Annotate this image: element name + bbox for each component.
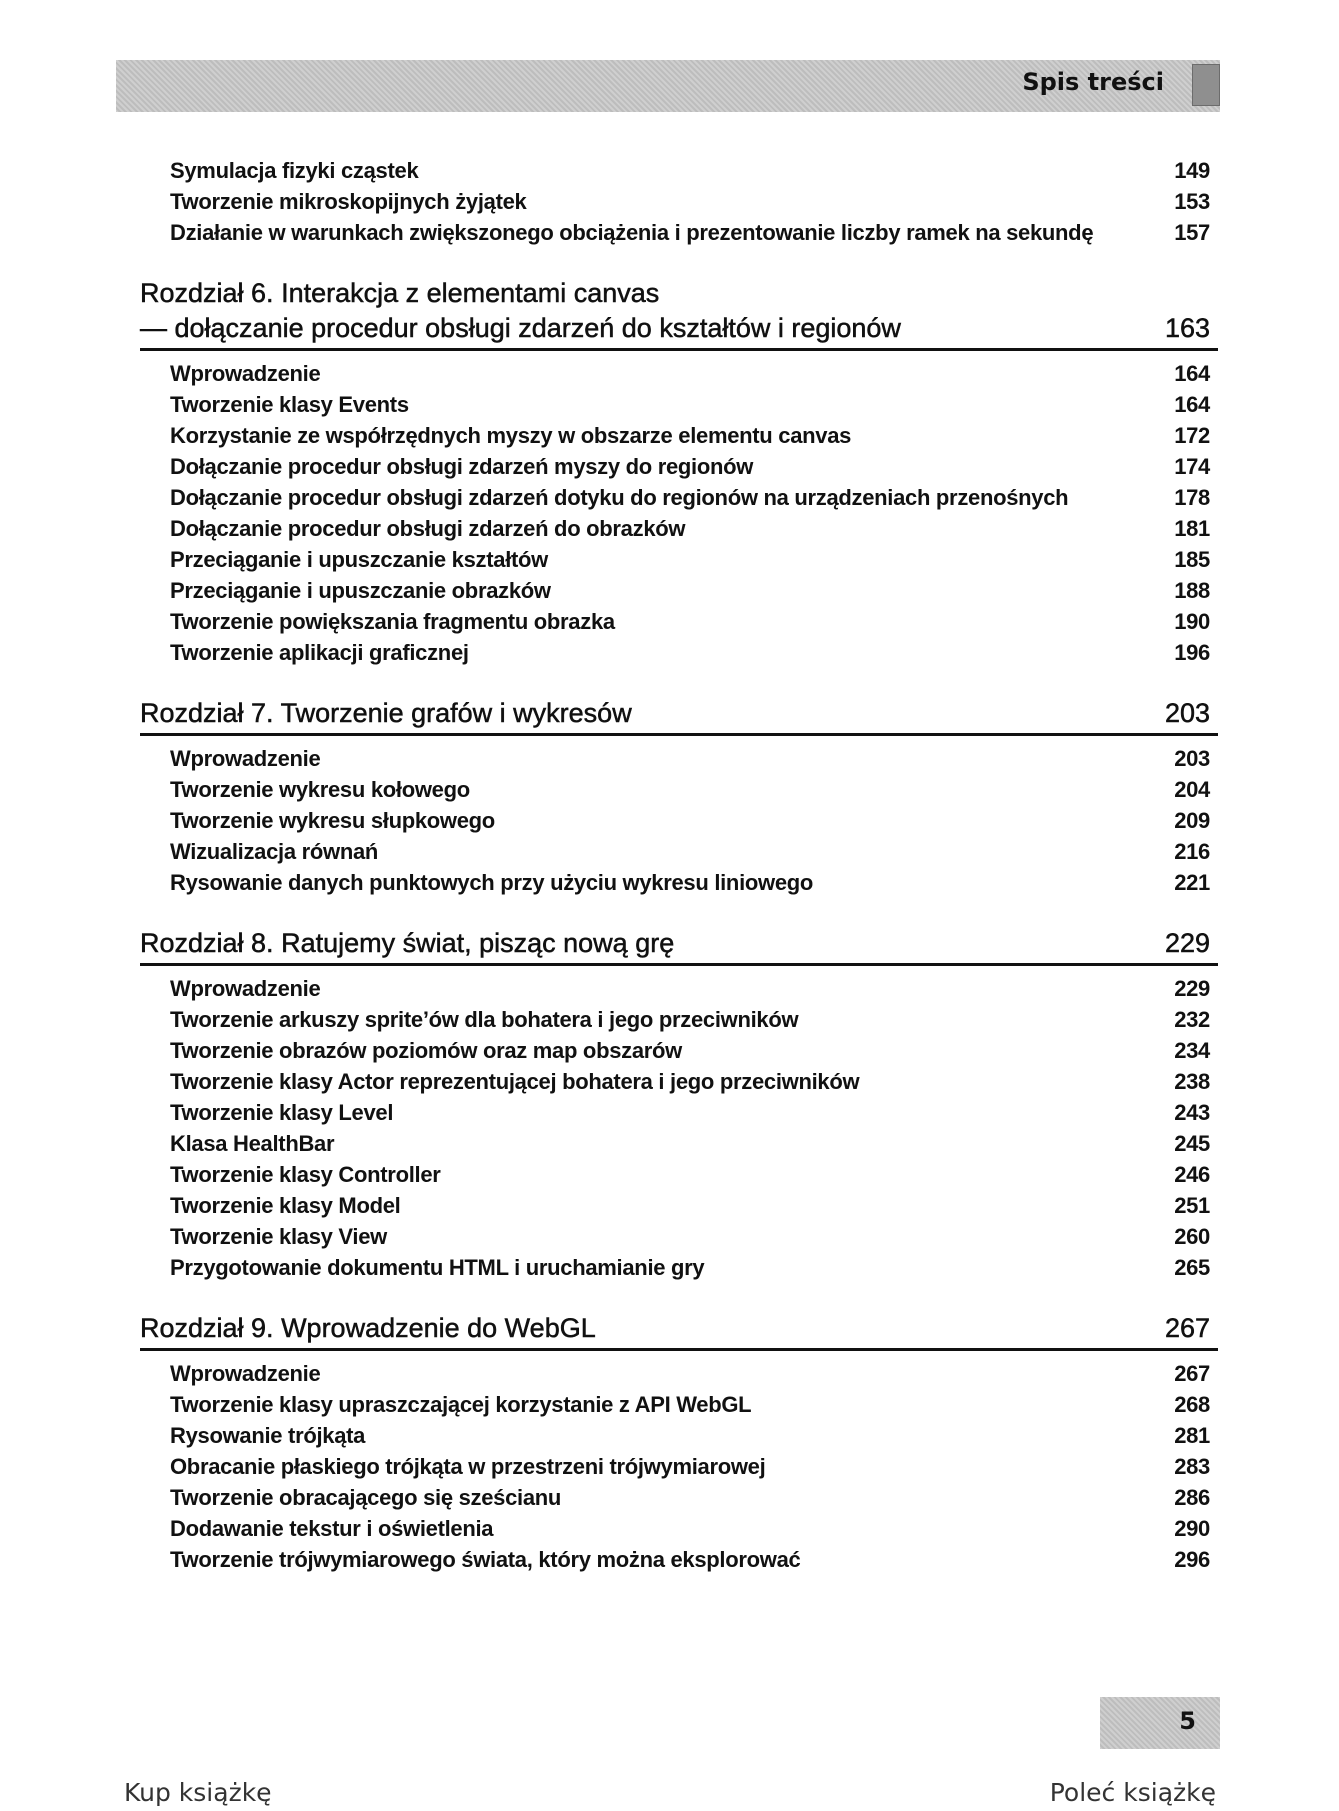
toc-entry-page: 267 <box>1174 1361 1210 1386</box>
toc-entry-page: 172 <box>1174 423 1210 448</box>
toc-entry[interactable] <box>140 870 1218 901</box>
toc-entry[interactable] <box>140 1224 1218 1255</box>
toc-entry[interactable] <box>140 1007 1218 1038</box>
chapter-heading[interactable] <box>140 278 1218 351</box>
chapter-heading[interactable] <box>140 698 1218 736</box>
toc-entry-title: Tworzenie klasy Level <box>170 1100 394 1125</box>
toc-entry[interactable] <box>140 640 1218 671</box>
toc-entry[interactable] <box>140 839 1218 870</box>
chapter-block <box>140 698 1218 901</box>
chapter-heading[interactable] <box>140 928 1218 966</box>
toc-entry-page: 178 <box>1174 485 1210 510</box>
toc-entry[interactable] <box>140 1423 1218 1454</box>
chapters-list <box>140 278 1218 1578</box>
toc-entry-page: 203 <box>1174 746 1210 771</box>
toc-entry[interactable] <box>140 158 1218 189</box>
header-tab-marker <box>1192 64 1220 106</box>
toc-entry[interactable] <box>140 454 1218 485</box>
toc-entry-title: Tworzenie klasy upraszczającej korzystanie z API WebGL <box>170 1392 752 1417</box>
toc-entry-page: 232 <box>1174 1007 1210 1032</box>
recommend-book-link[interactable]: Poleć książkę <box>1049 1778 1216 1807</box>
toc-entry-page: 283 <box>1174 1454 1210 1479</box>
toc-entry-title: Tworzenie trójwymiarowego świata, który można eksplorować <box>170 1547 801 1572</box>
toc-entry-page: 164 <box>1174 392 1210 417</box>
footer-band <box>1100 1697 1220 1749</box>
toc-entry-page: 246 <box>1174 1162 1210 1187</box>
toc-entry-title: Rysowanie trójkąta <box>170 1423 366 1448</box>
chapter-title-line <box>140 278 1210 313</box>
toc-entry-title: Dodawanie tekstur i oświetlenia <box>170 1516 494 1541</box>
toc-entry-page: 204 <box>1174 777 1210 802</box>
toc-entry-page: 209 <box>1174 808 1210 833</box>
toc-entry[interactable] <box>140 1255 1218 1286</box>
toc-entry-page: 188 <box>1174 578 1210 603</box>
toc-entry-page: 185 <box>1174 547 1210 572</box>
chapter-title-line <box>140 313 1210 348</box>
chapter-heading[interactable] <box>140 1313 1218 1351</box>
toc-entry-title: Tworzenie klasy View <box>170 1224 387 1249</box>
toc-entry-title: Wprowadzenie <box>170 1361 321 1386</box>
toc-entry-title: Tworzenie wykresu kołowego <box>170 777 470 802</box>
toc-entry-page: 251 <box>1174 1193 1210 1218</box>
toc-entry[interactable] <box>140 1361 1218 1392</box>
toc-entry-page: 164 <box>1174 361 1210 386</box>
chapter-block <box>140 278 1218 671</box>
toc-entry-title: Symulacja fizyki cząstek <box>170 158 419 183</box>
toc-entry-title: Tworzenie obracającego się sześcianu <box>170 1485 562 1510</box>
chapter-page: 229 <box>1164 928 1210 958</box>
page-number: 5 <box>1179 1707 1196 1735</box>
chapter-title-text: Rozdział 6. Interakcja z elementami canvas <box>140 278 660 308</box>
toc-entry-title: Działanie w warunkach zwiększonego obciążenia i prezentowanie liczby ramek na sekundę <box>170 220 1094 245</box>
toc-entry[interactable] <box>140 609 1218 640</box>
chapter-title-line <box>140 1313 1210 1348</box>
toc-entry-page: 234 <box>1174 1038 1210 1063</box>
chapter-title-line <box>140 698 1210 733</box>
chapter-title-text: Rozdział 8. Ratujemy świat, pisząc nową grę <box>140 928 675 958</box>
chapter-title-text: Rozdział 9. Wprowadzenie do WebGL <box>140 1313 596 1343</box>
toc-entry-title: Obracanie płaskiego trójkąta w przestrzeni trójwymiarowej <box>170 1454 766 1479</box>
toc-entry-page: 296 <box>1174 1547 1210 1572</box>
toc-entry-page: 229 <box>1174 976 1210 1001</box>
toc-entry-title: Klasa HealthBar <box>170 1131 335 1156</box>
toc-entry[interactable] <box>140 361 1218 392</box>
chapter-page: 203 <box>1164 698 1210 728</box>
toc-entry[interactable] <box>140 746 1218 777</box>
toc-entry-page: 245 <box>1174 1131 1210 1156</box>
toc-entry[interactable] <box>140 1131 1218 1162</box>
table-of-contents <box>140 158 1218 1605</box>
toc-entry[interactable] <box>140 1162 1218 1193</box>
toc-entry-page: 221 <box>1174 870 1210 895</box>
toc-entry[interactable] <box>140 1392 1218 1423</box>
toc-entry-title: Przeciąganie i upuszczanie obrazków <box>170 578 551 603</box>
toc-entry-page: 290 <box>1174 1516 1210 1541</box>
toc-entry-page: 190 <box>1174 609 1210 634</box>
toc-entry[interactable] <box>140 1485 1218 1516</box>
toc-entry[interactable] <box>140 1100 1218 1131</box>
toc-entry-title: Wizualizacja równań <box>170 839 379 864</box>
toc-entry[interactable] <box>140 808 1218 839</box>
toc-entry-page: 196 <box>1174 640 1210 665</box>
toc-entry-page: 149 <box>1174 158 1210 183</box>
toc-entry-title: Tworzenie klasy Model <box>170 1193 401 1218</box>
toc-entry-page: 260 <box>1174 1224 1210 1249</box>
toc-entry-title: Tworzenie klasy Controller <box>170 1162 441 1187</box>
toc-entry[interactable] <box>140 1069 1218 1100</box>
chapter-title-line <box>140 928 1210 963</box>
toc-entry-page: 243 <box>1174 1100 1210 1125</box>
toc-entry-title: Korzystanie ze współrzędnych myszy w obszarze elementu canvas <box>170 423 852 448</box>
toc-entry[interactable] <box>140 777 1218 808</box>
toc-entry[interactable] <box>140 1516 1218 1547</box>
toc-entry-title: Tworzenie powiększania fragmentu obrazka <box>170 609 615 634</box>
toc-entry[interactable] <box>140 392 1218 423</box>
toc-entry[interactable] <box>140 1038 1218 1069</box>
toc-entry-page: 268 <box>1174 1392 1210 1417</box>
toc-entry-page: 281 <box>1174 1423 1210 1448</box>
toc-entry-title: Tworzenie arkuszy sprite’ów dla bohatera i jego przeciwników <box>170 1007 799 1032</box>
chapter-block <box>140 928 1218 1286</box>
toc-entry[interactable] <box>140 578 1218 609</box>
toc-entry[interactable] <box>140 423 1218 454</box>
chapter-title-text: — dołączanie procedur obsługi zdarzeń do kształtów i regionów <box>140 313 901 343</box>
chapter-title-text: Rozdział 7. Tworzenie grafów i wykresów <box>140 698 632 728</box>
toc-entry-title: Dołączanie procedur obsługi zdarzeń do obrazków <box>170 516 686 541</box>
toc-entry-title: Wprowadzenie <box>170 361 321 386</box>
continued-section <box>140 158 1218 251</box>
toc-entry-title: Wprowadzenie <box>170 746 321 771</box>
header-band <box>116 60 1220 112</box>
toc-entry[interactable] <box>140 485 1218 516</box>
chapter-page: 267 <box>1164 1313 1210 1343</box>
toc-entry-title: Tworzenie aplikacji graficznej <box>170 640 469 665</box>
toc-entry[interactable] <box>140 1454 1218 1485</box>
toc-entry-page: 286 <box>1174 1485 1210 1510</box>
toc-entry-page: 238 <box>1174 1069 1210 1094</box>
buy-book-link[interactable]: Kup książkę <box>124 1778 272 1807</box>
toc-entry-title: Przeciąganie i upuszczanie kształtów <box>170 547 548 572</box>
toc-entry-title: Dołączanie procedur obsługi zdarzeń myszy do regionów <box>170 454 754 479</box>
toc-entry-title: Tworzenie klasy Actor reprezentującej bohatera i jego przeciwników <box>170 1069 860 1094</box>
toc-entry-page: 157 <box>1174 220 1210 245</box>
chapter-page: 163 <box>1164 313 1210 343</box>
running-header-title: Spis treści <box>1022 68 1164 96</box>
toc-entry-title: Tworzenie obrazów poziomów oraz map obszarów <box>170 1038 682 1063</box>
toc-entry-title: Wprowadzenie <box>170 976 321 1001</box>
toc-entry-page: 265 <box>1174 1255 1210 1280</box>
toc-entry-title: Tworzenie klasy Events <box>170 392 409 417</box>
toc-entry-title: Rysowanie danych punktowych przy użyciu wykresu liniowego <box>170 870 814 895</box>
toc-entry[interactable] <box>140 516 1218 547</box>
toc-entry[interactable] <box>140 976 1218 1007</box>
toc-entry-page: 216 <box>1174 839 1210 864</box>
toc-entry-title: Tworzenie wykresu słupkowego <box>170 808 495 833</box>
chapter-block <box>140 1313 1218 1578</box>
toc-entry[interactable] <box>140 189 1218 220</box>
toc-entry-page: 174 <box>1174 454 1210 479</box>
toc-entry[interactable] <box>140 1547 1218 1578</box>
toc-entry-page: 153 <box>1174 189 1210 214</box>
toc-entry[interactable] <box>140 220 1218 251</box>
toc-entry-title: Tworzenie mikroskopijnych żyjątek <box>170 189 527 214</box>
toc-entry-title: Dołączanie procedur obsługi zdarzeń dotyku do regionów na urządzeniach przenośnych <box>170 485 1069 510</box>
toc-entry-page: 181 <box>1174 516 1210 541</box>
toc-entry[interactable] <box>140 547 1218 578</box>
toc-entry[interactable] <box>140 1193 1218 1224</box>
toc-entry-title: Przygotowanie dokumentu HTML i uruchamianie gry <box>170 1255 705 1280</box>
